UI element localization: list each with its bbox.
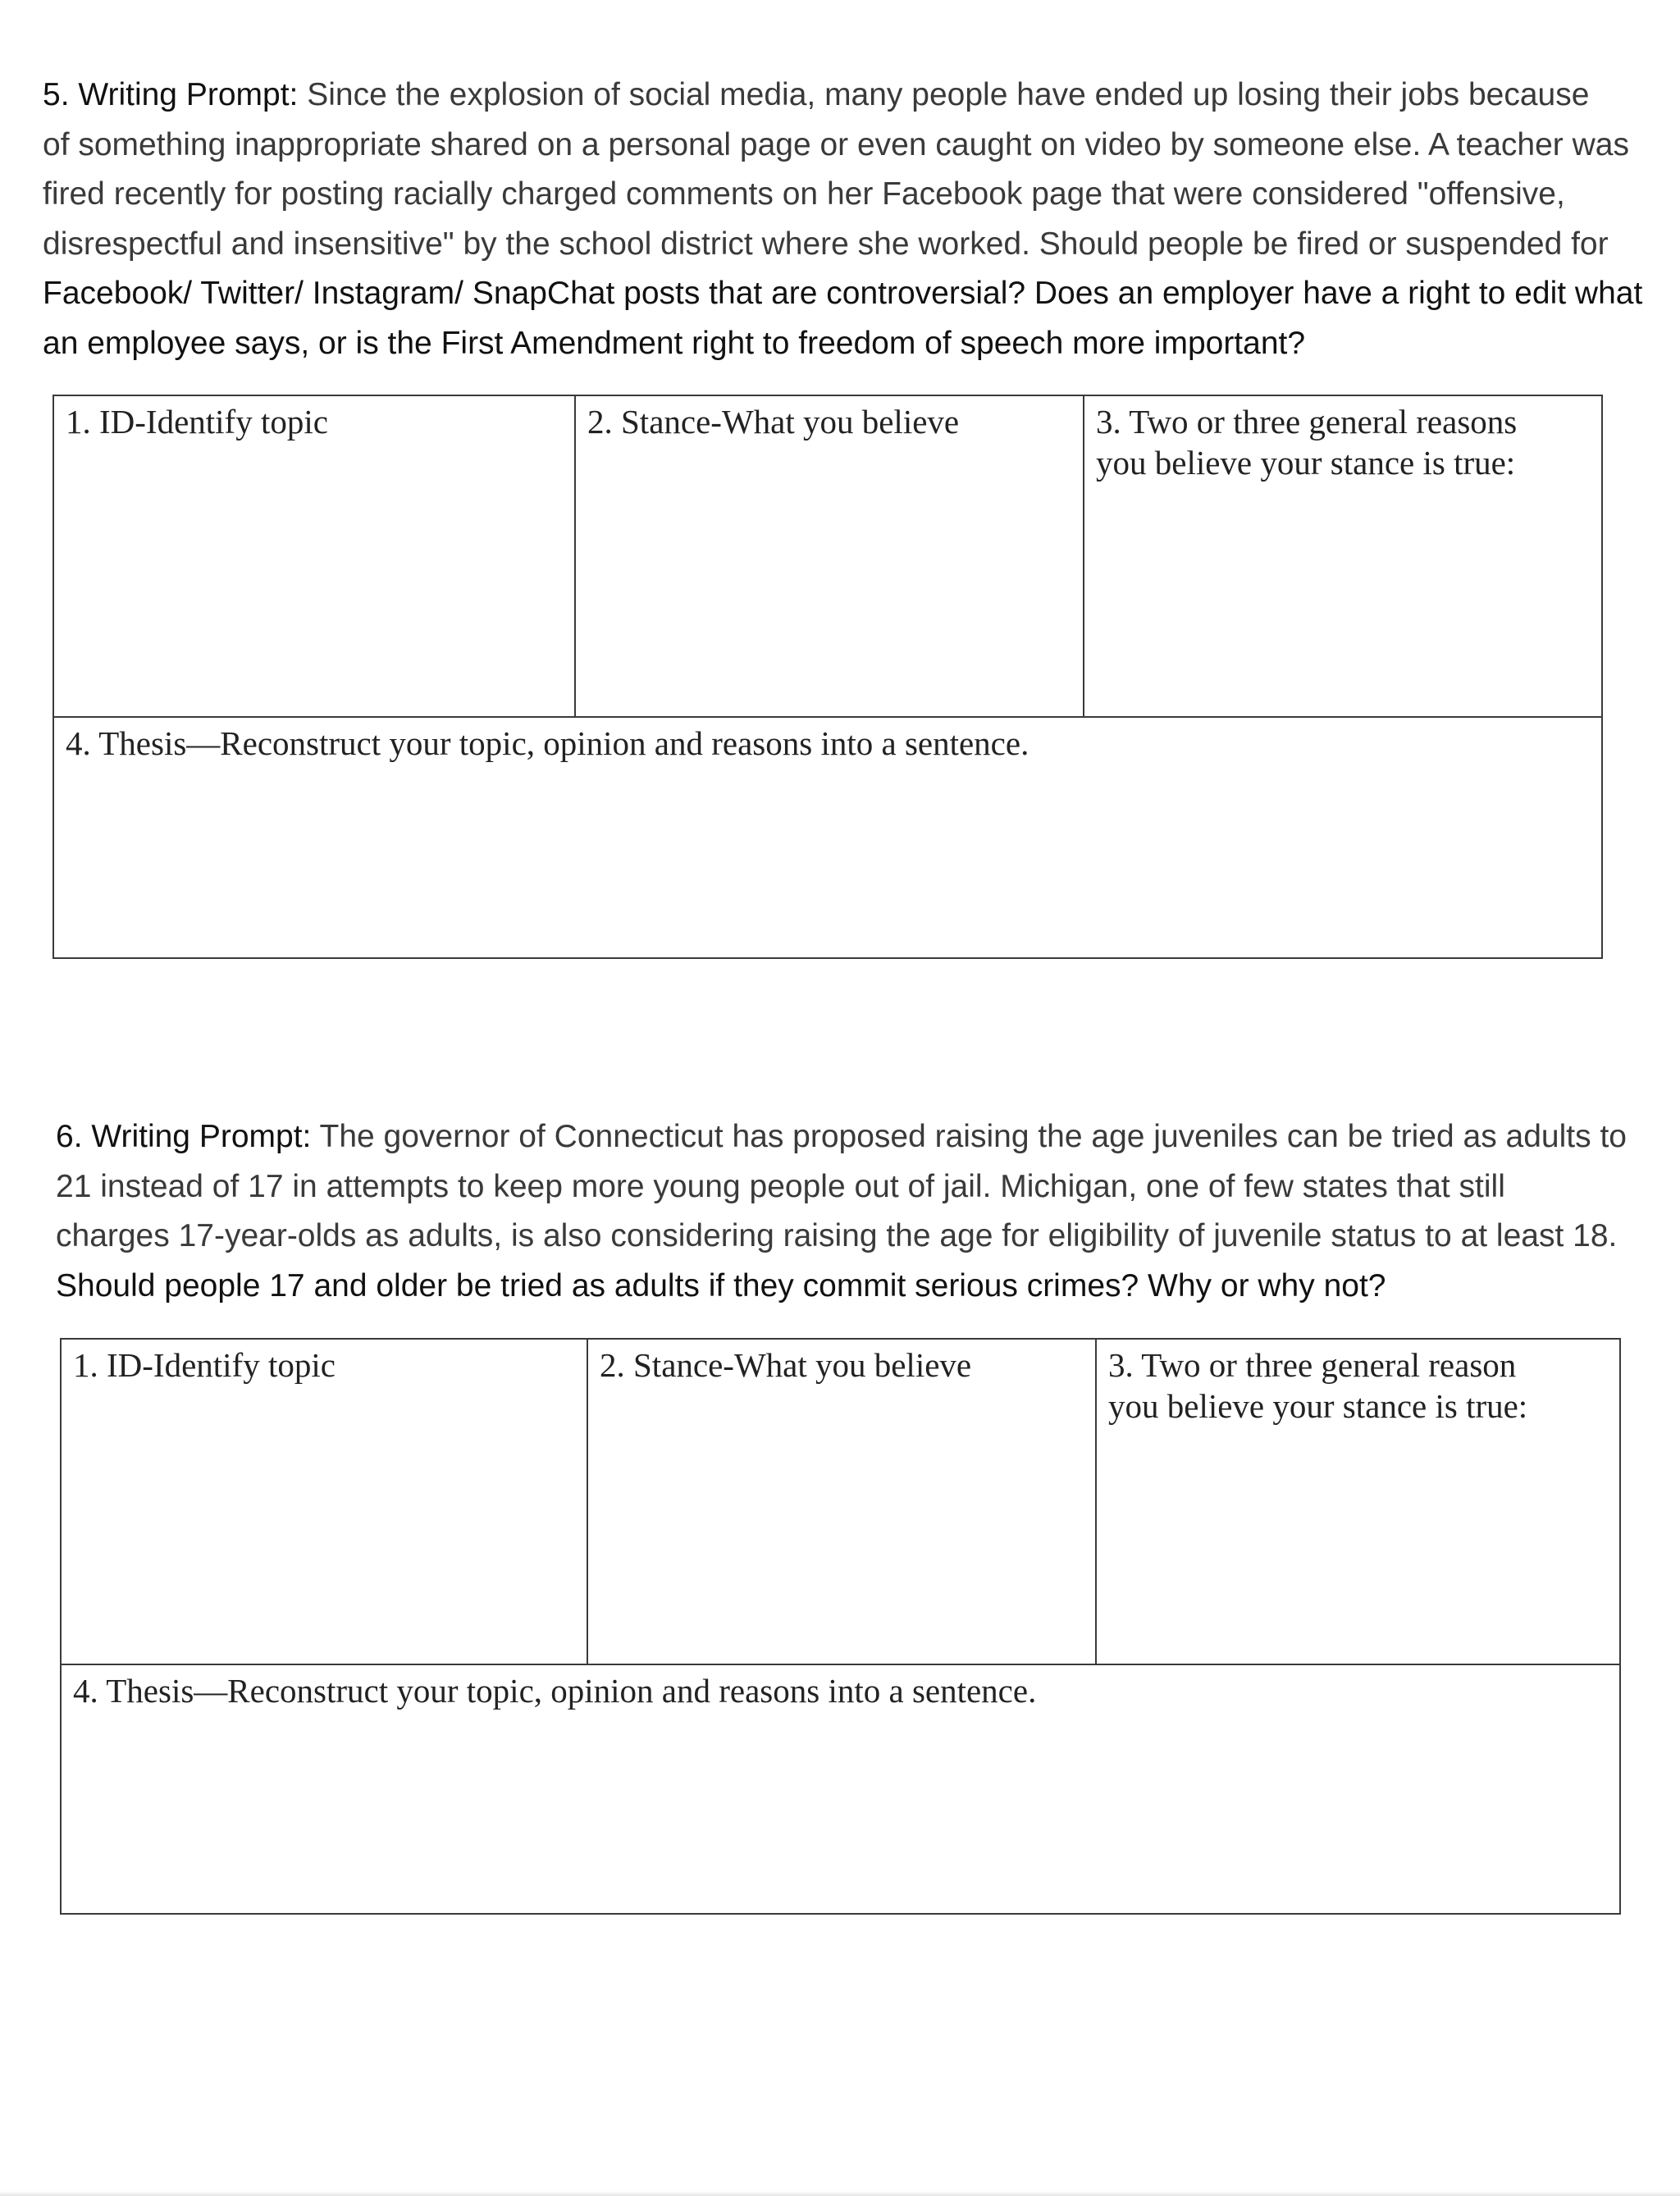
topic-heading: 1. ID-Identify topic [66,403,328,441]
response-table-5 [52,395,1603,959]
topic-cell[interactable] [62,1340,588,1664]
organizer-row [62,1340,1619,1665]
prompt-line: Facebook/ Twitter/ Instagram/ SnapChat posts that are controversial? Does an employer have a right to edit what [43,276,1643,311]
prompt-line: of something inappropriate shared on a personal page or even caught on video by someone else. A teacher was [43,126,1629,162]
thesis-heading: 4. Thesis—Reconstruct your topic, opinion and reasons into a sentence. [66,724,1029,762]
topic-heading: 1. ID-Identify topic [73,1346,336,1384]
writing-prompt-6 [56,1112,1627,1311]
organizer-row [54,396,1601,718]
thesis-cell[interactable] [54,718,1601,957]
prompt-text: Since the explosion of social media, many people have ended up losing their jobs because [298,77,1590,112]
thesis-heading: 4. Thesis—Reconstruct your topic, opinion and reasons into a sentence. [73,1672,1037,1710]
thesis-cell[interactable] [62,1665,1619,1913]
prompt-line [56,1112,1627,1162]
topic-cell[interactable] [54,396,576,716]
stance-heading: 2. Stance-What you believe [600,1346,972,1384]
stance-heading: 2. Stance-What you believe [587,403,960,441]
stance-cell[interactable] [588,1340,1097,1664]
prompt-line [43,71,1642,121]
stance-cell[interactable] [576,396,1084,716]
prompt-line: Should people 17 and older be tried as adults if they commit serious crimes? Why or why not? [56,1267,1386,1303]
response-table-6 [60,1338,1621,1915]
prompt-line: an employee says, or is the First Amendment right to freedom of speech more important? [43,325,1306,361]
reasons-heading: 3. Two or three general reason you believe your stance is true: [1108,1346,1528,1425]
prompt-label: 5. Writing Prompt: [43,77,299,112]
reasons-heading: 3. Two or three general reasons you believe your stance is true: [1096,403,1518,482]
reasons-cell[interactable] [1097,1340,1619,1664]
reasons-cell[interactable] [1084,396,1601,716]
prompt-label: 6. Writing Prompt: [56,1119,312,1154]
prompt-line: fired recently for posting racially charged comments on her Facebook page that were considered "offensive, [43,176,1565,212]
prompt-line: 21 instead of 17 in attempts to keep more young people out of jail. Michigan, one of few states that still [56,1168,1505,1204]
prompt-text: The governor of Connecticut has proposed raising the age juveniles can be tried as adults to [311,1119,1627,1154]
prompt-line: charges 17-year-olds as adults, is also considering raising the age for eligibility of juvenile status to at least 18. [56,1218,1618,1253]
scan-edge-divider [0,2191,1680,2196]
prompt-line: disrespectful and insensitive" by the school district where she worked. Should people be fired or suspended for [43,226,1609,262]
writing-prompt-5 [43,71,1642,368]
